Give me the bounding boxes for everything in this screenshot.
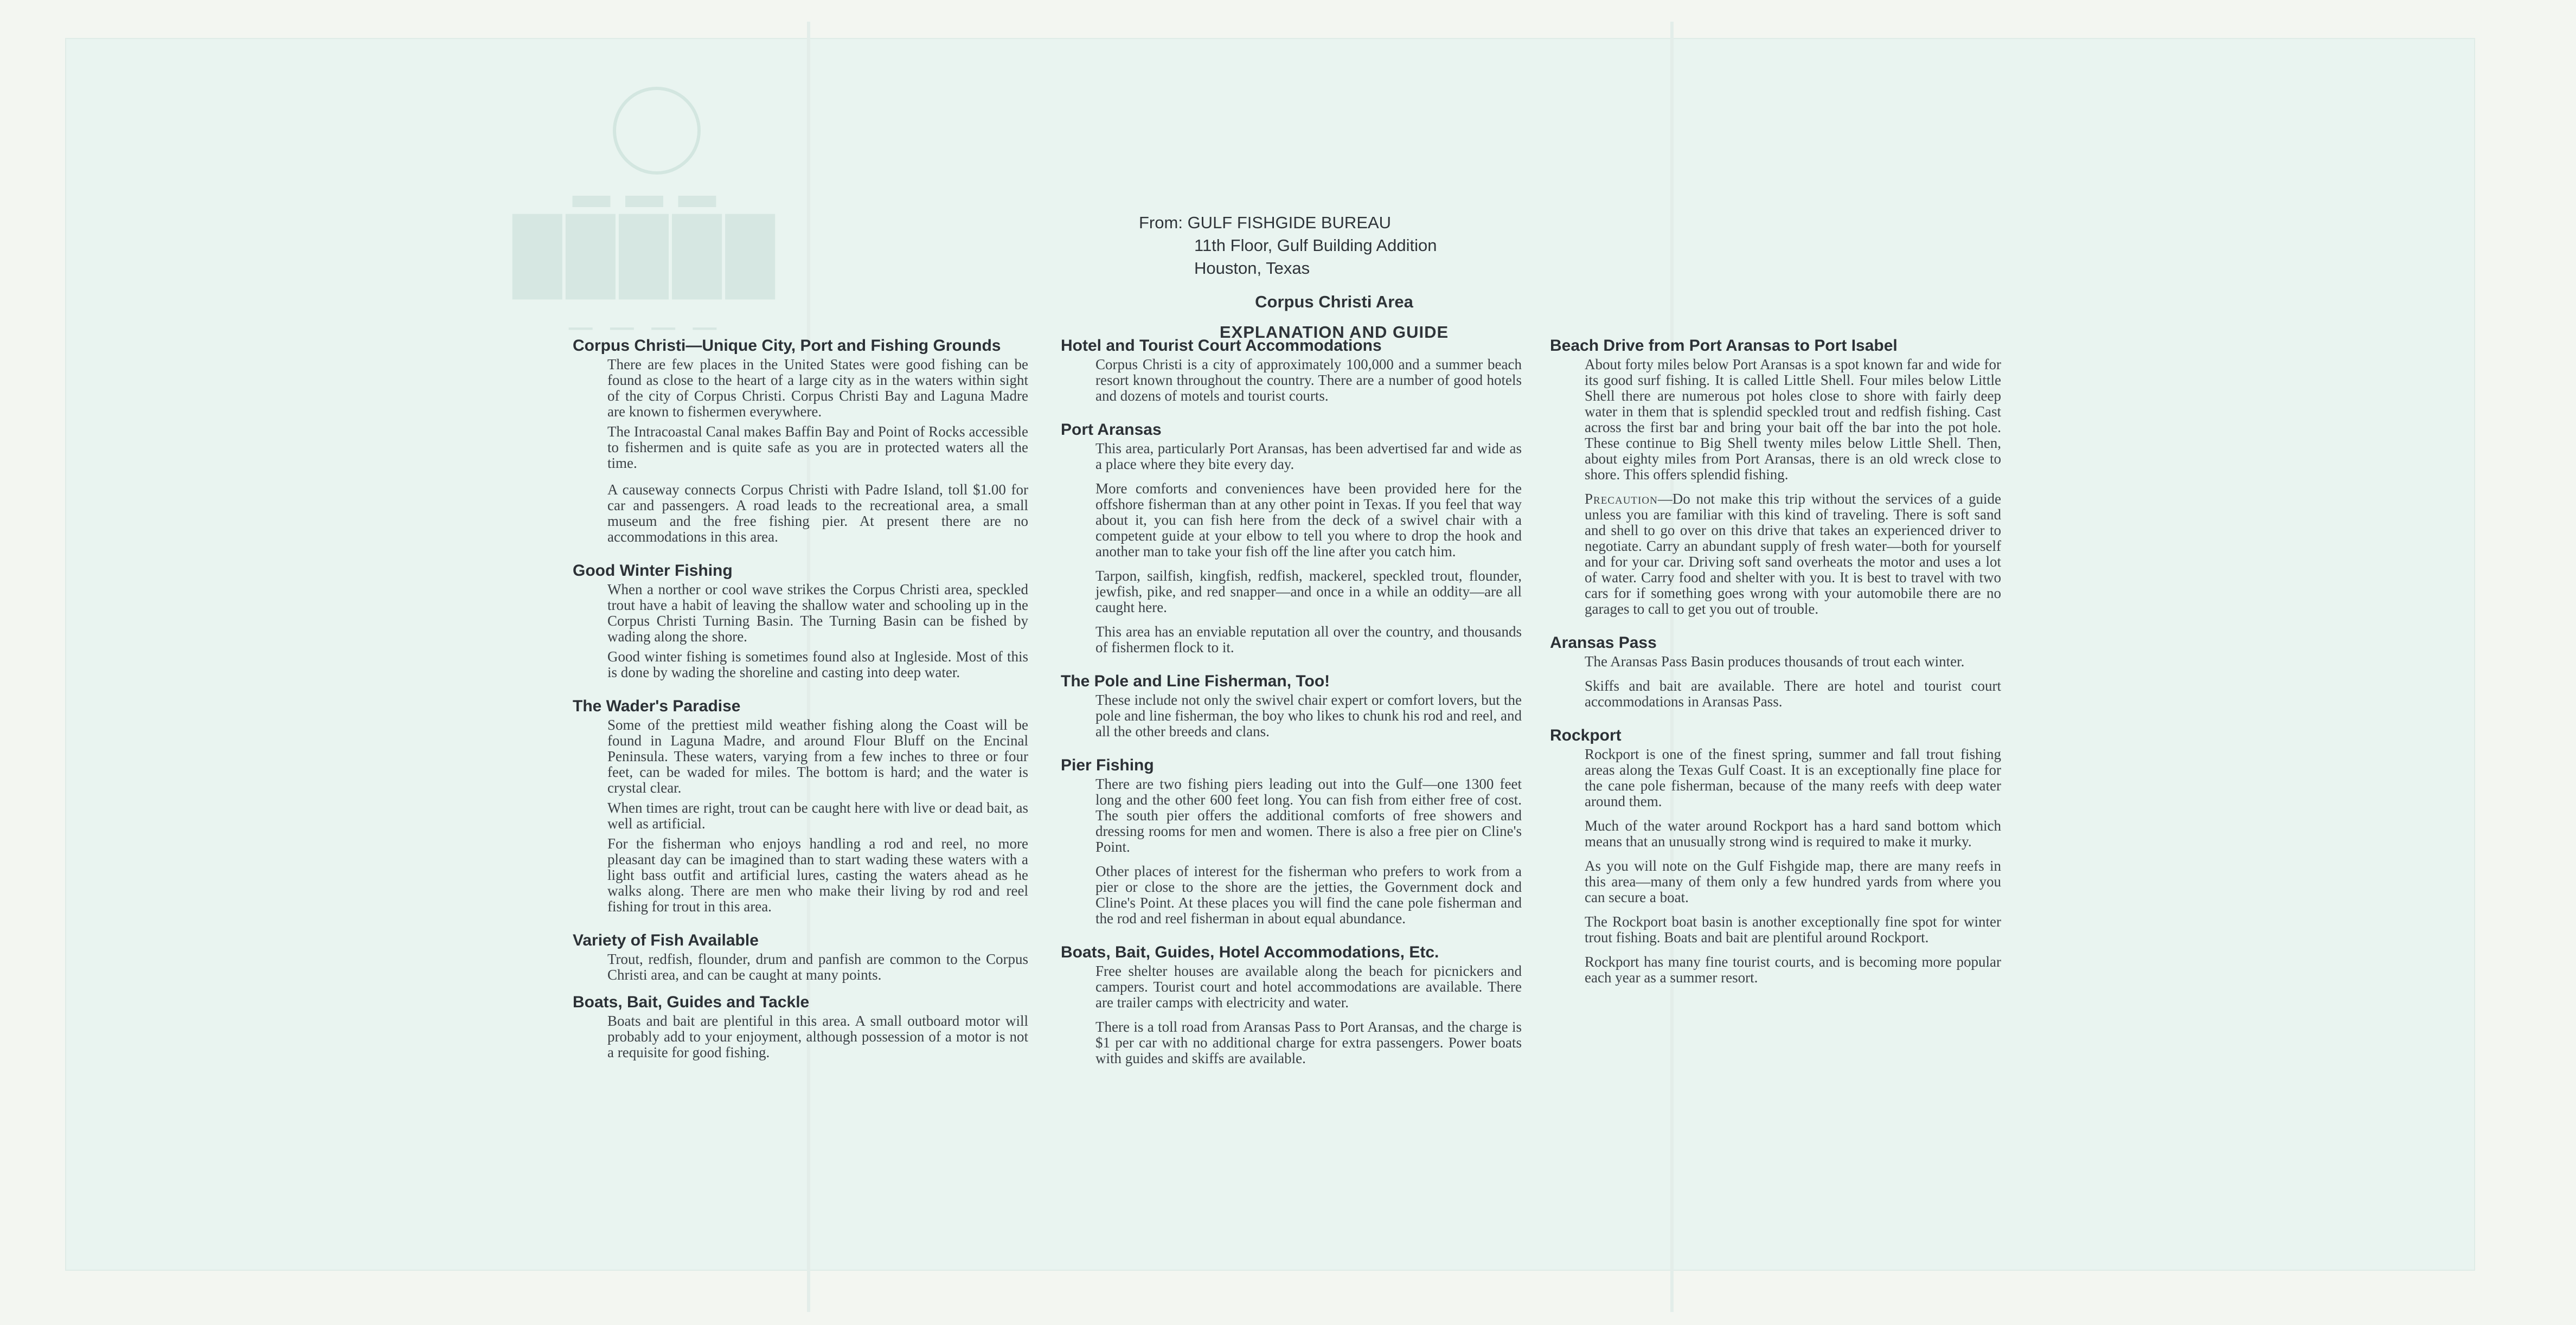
paragraph: Other places of interest for the fisherman who prefers to work from a pier or close to the shore are the jetties, the Government dock and Cline's Point. At these places you will find the cane pole fisherman and the rod and reel fisherman in about equal abundance. bbox=[1095, 863, 1522, 927]
paragraph: This area, particularly Port Aransas, has been advertised far and wide as a place where they bite every day. bbox=[1095, 440, 1522, 472]
section-heading: Rockport bbox=[1550, 726, 1622, 744]
section-waders-paradise bbox=[573, 697, 1028, 915]
paragraph: There are two fishing piers leading out into the Gulf—one 1300 feet long and the other 600 feet long. You can fish from either free of cost. The south pier offers the additional comforts of free showers and dressing rooms for men and women. There is also a free pier on Cline's Point. bbox=[1095, 776, 1522, 855]
paragraph: A causeway connects Corpus Christi with Padre Island, toll $1.00 for car and passengers. A road leads to the recreational area, a small museum and the free fishing pier. At present there are no accommodations in this area. bbox=[607, 481, 1028, 545]
section-hotel-accommodations bbox=[1061, 336, 1522, 404]
section-heading: The Wader's Paradise bbox=[573, 697, 741, 715]
section-heading: Corpus Christi—Unique City, Port and Fishing Grounds bbox=[573, 337, 1001, 355]
paragraph: When times are right, trout can be caught here with live or dead bait, as well as artificial. bbox=[607, 800, 1028, 832]
section-boats-bait-guides-tackle bbox=[573, 993, 1028, 1060]
section-aransas-pass bbox=[1550, 633, 2001, 710]
column-1 bbox=[573, 336, 1028, 1077]
section-boats-bait-hotel bbox=[1061, 943, 1522, 1066]
paragraph: The Rockport boat basin is another exceptionally fine spot for winter trout fishing. Boats and bait are plentiful around Rockport. bbox=[1585, 914, 2001, 945]
column-3 bbox=[1550, 336, 2001, 1002]
address-line: 11th Floor, Gulf Building Addition bbox=[1194, 236, 1437, 255]
paragraph: Boats and bait are plentiful in this area. A small outboard motor will probably add to your enjoyment, although possession of a motor is not a requisite for good fishing. bbox=[607, 1013, 1028, 1060]
paragraph: Much of the water around Rockport has a hard sand bottom which means that an unusually strong wind is required to make it murky. bbox=[1585, 818, 2001, 850]
paragraph: Good winter fishing is sometimes found also at Ingleside. Most of this is done by wading the shoreline and casting into deep water. bbox=[607, 648, 1028, 680]
from-line bbox=[1139, 211, 1551, 234]
paragraph: There is a toll road from Aransas Pass to Port Aransas, and the charge is $1 per car with no additional charge for extra passengers. Power boats with guides and skiffs are available. bbox=[1095, 1019, 1522, 1066]
precaution-label: Precaution bbox=[1585, 491, 1658, 507]
from-label: From: bbox=[1139, 213, 1183, 232]
section-pier-fishing bbox=[1061, 756, 1522, 927]
section-heading: Hotel and Tourist Court Accommodations bbox=[1061, 337, 1382, 355]
paragraph: Tarpon, sailfish, kingfish, redfish, mackerel, speckled trout, flounder, jewfish, pike, and red snapper—and once in a while an oddity—are all caught here. bbox=[1095, 568, 1522, 615]
section-heading: Beach Drive from Port Aransas to Port Isabel bbox=[1550, 337, 1898, 355]
section-heading: Port Aransas bbox=[1061, 421, 1162, 439]
show-through-cover-art: ▬ ▬ ▬ █████ — — — — bbox=[512, 173, 779, 340]
section-heading: The Pole and Line Fisherman, Too! bbox=[1061, 672, 1330, 690]
section-rockport bbox=[1550, 726, 2001, 986]
section-heading: Boats, Bait, Guides and Tackle bbox=[573, 993, 810, 1011]
address-line: Houston, Texas bbox=[1194, 259, 1310, 278]
section-corpus-christi bbox=[573, 336, 1028, 545]
paragraph: As you will note on the Gulf Fishgide map, there are many reefs in this area—many of them only a few hundred yards from where you can secure a boat. bbox=[1585, 858, 2001, 905]
section-heading: Good Winter Fishing bbox=[573, 562, 733, 580]
section-heading: Boats, Bait, Guides, Hotel Accommodations, Etc. bbox=[1061, 943, 1439, 961]
paragraph: Some of the prettiest mild weather fishing along the Coast will be found in Laguna Madre, and around Flour Bluff on the Encinal Peninsula. These waters, varying from a few inches to three or four feet, can be waded for miles. The bottom is hard; and the water is crystal clear. bbox=[607, 717, 1028, 796]
area-title: Corpus Christi Area bbox=[1255, 292, 1413, 311]
paragraph: Rockport is one of the finest spring, summer and fall trout fishing areas along the Texas Gulf Coast. It is an exceptionally fine place for the cane pole fisherman, because of the many reefs with deep water around them. bbox=[1585, 746, 2001, 809]
paragraph: There are few places in the United States were good fishing can be found as close to the heart of a large city as in the waters within sight of the city of Corpus Christi. Corpus Christi Bay and Laguna Madre are known to fishermen everywhere. bbox=[607, 356, 1028, 420]
guide-title: EXPLANATION AND GUIDE bbox=[1219, 323, 1449, 342]
show-through-logo-icon bbox=[613, 87, 701, 175]
section-port-aransas bbox=[1061, 420, 1522, 655]
section-heading: Aransas Pass bbox=[1550, 634, 1657, 652]
paragraph: Free shelter houses are available along the beach for picnickers and campers. Tourist court and hotel accommodations are available. There are trailer camps with electricity and water. bbox=[1095, 963, 1522, 1011]
section-variety-of-fish bbox=[573, 931, 1028, 983]
paragraph: The Aransas Pass Basin produces thousands of trout each winter. bbox=[1585, 653, 1965, 670]
section-good-winter-fishing bbox=[573, 561, 1028, 680]
letterhead bbox=[1139, 211, 1551, 344]
paragraph: Trout, redfish, flounder, drum and panfish are common to the Corpus Christi area, and can be caught at many points. bbox=[607, 951, 1028, 983]
section-heading: Pier Fishing bbox=[1061, 756, 1154, 774]
section-pole-and-line bbox=[1061, 672, 1522, 739]
paragraph: These include not only the swivel chair expert or comfort lovers, but the pole and line fisherman, the boy who likes to chunk his rod and reel, and all the other breeds and clans. bbox=[1095, 692, 1522, 739]
bureau-name: GULF FISHGIDE BUREAU bbox=[1187, 213, 1392, 232]
paragraph: Rockport has many fine tourist courts, and is becoming more popular each year as a summer resort. bbox=[1585, 954, 2001, 986]
paragraph: Skiffs and bait are available. There are hotel and tourist court accommodations in Aransas Pass. bbox=[1585, 678, 2001, 710]
paragraph: The Intracoastal Canal makes Baffin Bay and Point of Rocks accessible to fishermen and is quite safe as you are in protected waters all the time. bbox=[607, 423, 1028, 471]
section-beach-drive bbox=[1550, 336, 2001, 617]
precaution-paragraph bbox=[1585, 491, 2001, 617]
precaution-text: —Do not make this trip without the services of a guide unless you are familiar with this kind of traveling. There is soft sand and shell to go over on this drive that takes an experienced driver to negotiate. Carry an abundant supply of fresh water—both for yourself and for your car. Driving soft sand overheats the motor and uses a lot of water. Carry food and shelter with you. It is best to travel with two cars for if something goes wrong with your automobile there are no garages to call to get you out of trouble. bbox=[1585, 491, 2001, 617]
column-2 bbox=[1061, 336, 1522, 1083]
paragraph: About forty miles below Port Aransas is a spot known far and wide for its good surf fishing. It is called Little Shell. Four miles below Little Shell there are numerous pot holes close to shore with fairly deep water in them that is splendid speckled trout and redfish fishing. Cast across the first bar and bring your bait off the bar into the pot hole. These continue to Big Shell twenty miles below Little Shell. Then, about eighty miles from Port Aransas, there is an old wreck close to shore. This offers splendid fishing. bbox=[1585, 356, 2001, 483]
section-heading: Variety of Fish Available bbox=[573, 931, 759, 949]
paragraph: Corpus Christi is a city of approximately 100,000 and a summer beach resort known throughout the country. There are a number of good hotels and dozens of motels and tourist courts. bbox=[1095, 356, 1522, 404]
paragraph: When a norther or cool wave strikes the Corpus Christi area, speckled trout have a habit of leaving the shallow water and schooling up in the Corpus Christi Turning Basin. The Turning Basin can be fished by wading along the shore. bbox=[607, 581, 1028, 645]
paragraph: This area has an enviable reputation all over the country, and thousands of fishermen flock to it. bbox=[1095, 623, 1522, 655]
paragraph: More comforts and conveniences have been provided here for the offshore fisherman than at any other point in Texas. If you feel that way about it, you can fish here from the deck of a swivel chair with a competent guide at your elbow to tell you where to drop the hook and another man to take your fish off the line after you catch him. bbox=[1095, 480, 1522, 559]
paragraph: For the fisherman who enjoys handling a rod and reel, no more pleasant day can be imagined than to start wading these waters with a light bass outfit and artificial lures, casting the waters ahead as he walks along. There are men who make their living by rod and reel fishing for trout in this area. bbox=[607, 835, 1028, 915]
